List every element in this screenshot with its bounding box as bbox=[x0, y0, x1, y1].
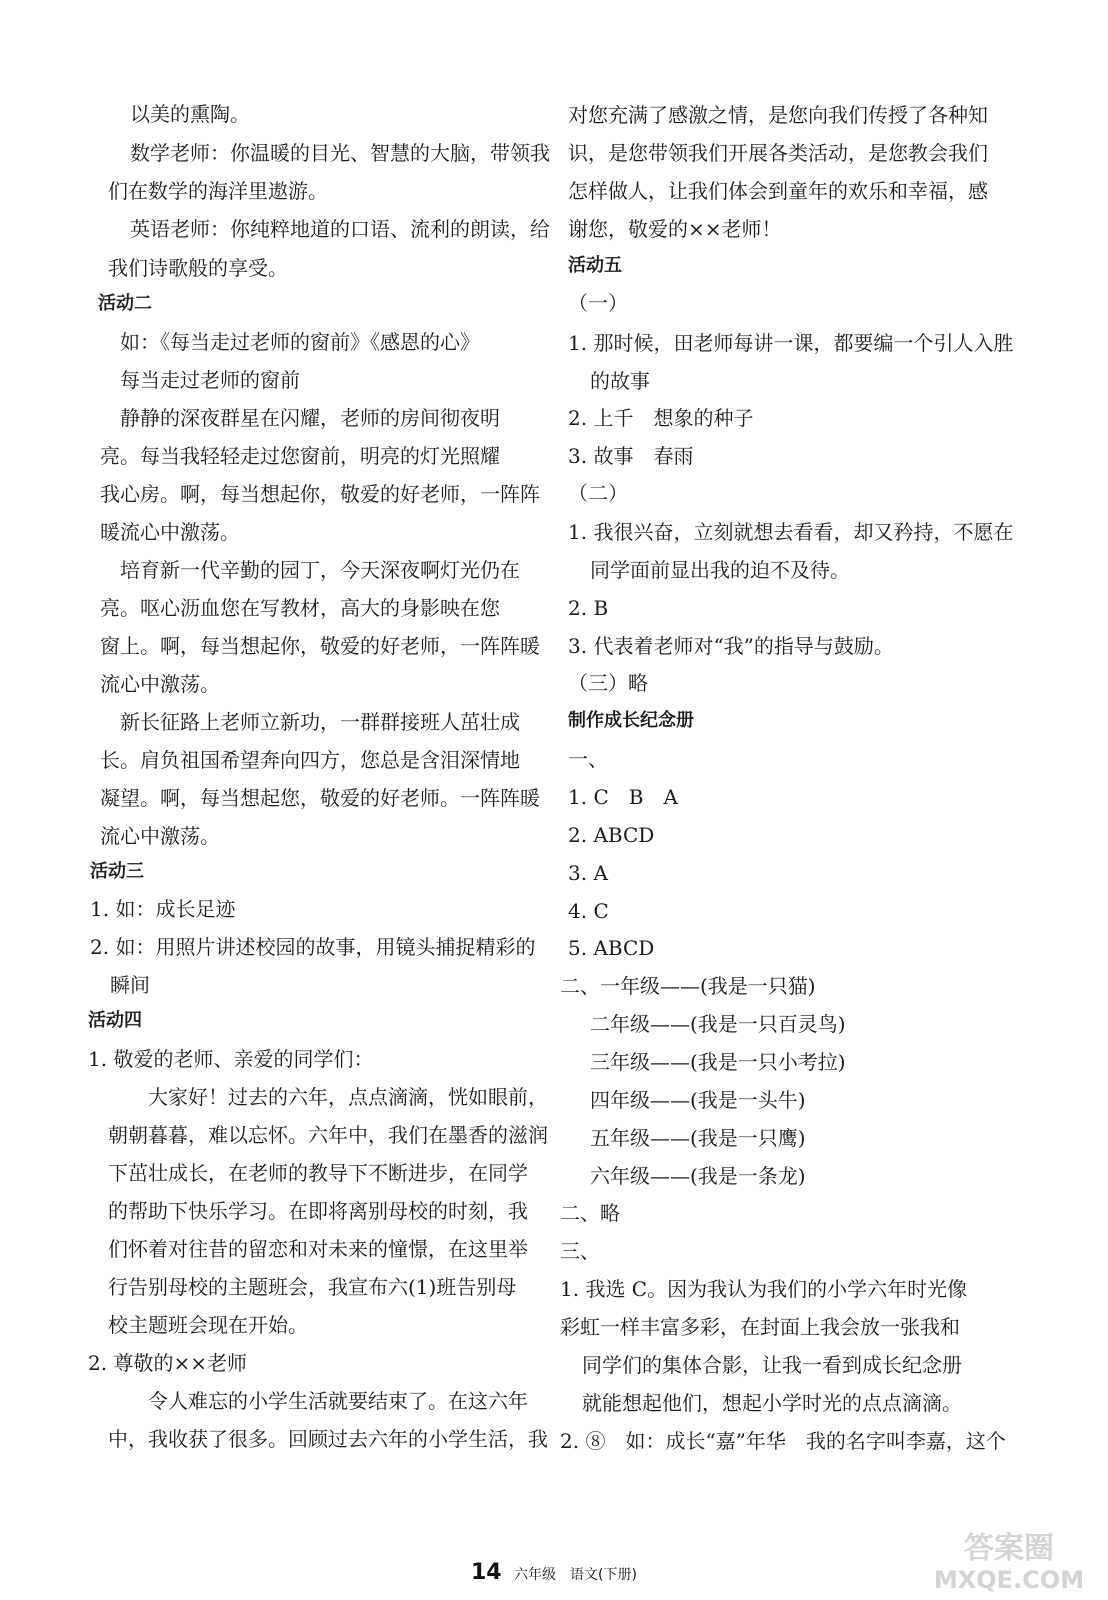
text-line: 一、 bbox=[568, 747, 608, 771]
text-line: 四年级——(我是一头牛) bbox=[590, 1088, 806, 1112]
section-heading: 活动二 bbox=[98, 293, 152, 314]
text-line: 大家好！过去的六年，点点滴滴，恍如眼前， bbox=[148, 1085, 548, 1109]
text-line: 2. ⑧ 如：成长“嘉”年华 我的名字叫李嘉，这个 bbox=[560, 1429, 1006, 1453]
text-line: 新长征路上老师立新功，一群群接班人茁壮成 bbox=[120, 710, 520, 734]
text-line: 二、略 bbox=[560, 1201, 620, 1225]
section-heading: 活动四 bbox=[88, 1010, 142, 1031]
text-line: 长。肩负祖国希望奔向四方，您总是含泪深情地 bbox=[100, 748, 520, 772]
text-line: 1. 我很兴奋，立刻就想去看看，却又矜持，不愿在 bbox=[568, 520, 1014, 544]
text-line: 就能想起他们，想起小学时光的点点滴滴。 bbox=[582, 1391, 962, 1415]
text-line: 六年级——(我是一条龙) bbox=[590, 1164, 806, 1188]
text-line: 2. 如：用照片讲述校园的故事，用镜头捕捉精彩的 bbox=[90, 935, 536, 959]
text-line: 流心中激荡。 bbox=[100, 672, 220, 696]
text-line: 行告别母校的主题班会，我宣布六(1)班告别母 bbox=[108, 1275, 517, 1299]
text-line: 以美的熏陶。 bbox=[130, 102, 250, 126]
text-line: 三年级——(我是一只小考拉) bbox=[590, 1050, 846, 1074]
text-line: （二） bbox=[568, 481, 628, 505]
text-line: 1. 那时候，田老师每讲一课，都要编一个引人入胜 bbox=[568, 331, 1014, 355]
text-line: 对您充满了感激之情，是您向我们传授了各种知 bbox=[568, 103, 988, 127]
text-line: 的故事 bbox=[590, 369, 650, 393]
text-line: 如：《每当走过老师的窗前》《感恩的心》 bbox=[120, 330, 480, 354]
text-line: 瞬间 bbox=[110, 973, 150, 997]
text-line: 二年级——(我是一只百灵鸟) bbox=[590, 1012, 846, 1036]
text-line: （一） bbox=[568, 291, 628, 315]
text-line: 我们诗歌般的享受。 bbox=[108, 256, 288, 280]
text-line: 同学们的集体合影，让我一看到成长纪念册 bbox=[582, 1353, 962, 1377]
text-line: 识，是您带领我们开展各类活动，是您教会我们 bbox=[568, 141, 988, 165]
text-line: 3. 代表着老师对“我”的指导与鼓励。 bbox=[568, 634, 894, 658]
text-line: 们在数学的海洋里遨游。 bbox=[108, 179, 328, 203]
watermark-bottom: MXQE.COM bbox=[933, 1566, 1085, 1594]
text-line: 中，我收获了很多。回顾过去六年的小学生活，我 bbox=[108, 1427, 548, 1451]
text-line: 朝朝暮暮，难以忘怀。六年中，我们在墨香的滋润 bbox=[108, 1123, 548, 1147]
text-line: 5. ABCD bbox=[568, 936, 655, 960]
section-heading: 制作成长纪念册 bbox=[568, 710, 694, 731]
text-line: 窗上。啊，每当想起你，敬爱的好老师，一阵阵暖 bbox=[100, 634, 540, 658]
text-line: 3. A bbox=[568, 861, 608, 885]
text-line: 令人难忘的小学生活就要结束了。在这六年 bbox=[148, 1389, 528, 1413]
text-line: 2. ABCD bbox=[568, 823, 655, 847]
text-line: 数学老师：你温暖的目光、智慧的大脑，带领我 bbox=[130, 141, 550, 165]
text-line: 2. B bbox=[568, 596, 609, 620]
text-line: 凝望。啊，每当想起您，敬爱的好老师。一阵阵暖 bbox=[100, 786, 540, 810]
text-line: （三）略 bbox=[568, 671, 648, 695]
text-line: 暖流心中激荡。 bbox=[100, 520, 240, 544]
section-heading: 活动五 bbox=[568, 255, 622, 276]
text-line: 三、 bbox=[560, 1239, 600, 1263]
text-line: 静静的深夜群星在闪耀，老师的房间彻夜明 bbox=[120, 406, 500, 430]
text-line: 2. 尊敬的××老师 bbox=[88, 1351, 247, 1375]
footer-subject: 六年级 语文(下册) bbox=[514, 1567, 637, 1583]
section-heading: 活动三 bbox=[90, 861, 144, 882]
text-line: 英语老师：你纯粹地道的口语、流利的朗读，给 bbox=[130, 217, 550, 241]
text-line: 怎样做人，让我们体会到童年的欢乐和幸福，感 bbox=[568, 179, 988, 203]
text-line: 的帮助下快乐学习。在即将离别母校的时刻，我 bbox=[108, 1199, 528, 1223]
text-line: 同学面前显出我的迫不及待。 bbox=[590, 558, 850, 582]
text-line: 我心房。啊，每当想起你，敬爱的好老师，一阵阵 bbox=[100, 482, 540, 506]
text-line: 1. C B A bbox=[568, 785, 678, 809]
text-line: 亮。呕心沥血您在写教材，高大的身影映在您 bbox=[100, 596, 500, 620]
text-line: 1. 我选 C。因为我认为我们的小学六年时光像 bbox=[560, 1277, 968, 1301]
text-line: 1. 如：成长足迹 bbox=[90, 897, 236, 921]
watermark-logo bbox=[921, 1524, 1096, 1594]
text-line: 们怀着对往昔的留恋和对未来的憧憬，在这里举 bbox=[108, 1237, 528, 1261]
text-line: 校主题班会现在开始。 bbox=[108, 1313, 308, 1337]
text-line: 流心中激荡。 bbox=[100, 824, 220, 848]
text-line: 2. 上千 想象的种子 bbox=[568, 406, 754, 430]
watermark-top: 答案圈 bbox=[964, 1531, 1054, 1566]
text-line: 培育新一代辛勤的园丁，今天深夜啊灯光仍在 bbox=[120, 558, 520, 582]
poem-title: 每当走过老师的窗前 bbox=[120, 368, 300, 392]
text-line: 谢您，敬爱的××老师！ bbox=[568, 217, 782, 241]
text-line: 五年级——(我是一只鹰) bbox=[590, 1126, 806, 1150]
text-line: 下茁壮成长，在老师的教导下不断进步，在同学 bbox=[108, 1161, 528, 1185]
page-number: 14 bbox=[470, 1560, 502, 1585]
text-line: 彩虹一样丰富多彩，在封面上我会放一张我和 bbox=[560, 1315, 960, 1339]
text-line: 3. 故事 春雨 bbox=[568, 444, 694, 468]
text-line: 亮。每当我轻轻走过您窗前，明亮的灯光照耀 bbox=[100, 444, 500, 468]
text-line: 4. C bbox=[568, 899, 609, 923]
text-line: 1. 敬爱的老师、亲爱的同学们： bbox=[88, 1047, 374, 1071]
text-line: 二、一年级——(我是一只猫) bbox=[560, 974, 816, 998]
